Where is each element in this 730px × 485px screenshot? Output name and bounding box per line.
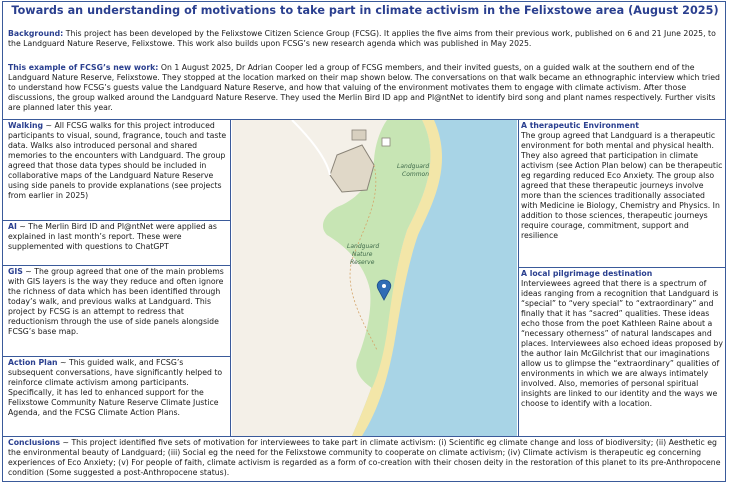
walking-section <box>8 121 228 219</box>
landguard-common-label: Landguard <box>397 163 430 170</box>
landguard-common-label: Common <box>402 171 430 178</box>
divider <box>3 220 230 221</box>
parking-marker <box>382 138 390 146</box>
action-plan-text: ~ This guided walk, and FCSG’s subsequent conversations, have significantly helped to reinforce climate activism among participants. Specifically, it has led to enhanced support for the Felixstowe Community Nature Reserve Climate Justice Agenda, and the FCSG Climate Action Plans. <box>8 358 223 417</box>
nature-reserve-label: Reserve <box>350 259 375 266</box>
background-text: This project has been developed by the Felixstowe Citizen Science Group (FCSG). It applies the five aims from their previous work, published on 6 and 21 June 2025, to the Landguard Nature Reserve, Felixstowe. This work also builds upon FCSG’s new research agenda which was published in May 2025. <box>8 29 716 48</box>
gis-heading: GIS <box>8 267 23 276</box>
divider <box>3 265 230 266</box>
gis-section <box>8 267 228 355</box>
conclusions-heading: Conclusions <box>8 438 61 447</box>
nature-reserve-label: Landguard <box>347 243 380 250</box>
divider <box>3 356 230 357</box>
gis-text: ~ The group agreed that one of the main problems with GIS layers is the way they reduce and often ignore the richness of data which has been identified through today’s walk, and previous walks at Landguard. This project by FCSG is an attempt to redress that reductionism through the use of side panels alongside FCSG’s base map. <box>8 267 224 336</box>
conclusions-section <box>8 438 722 482</box>
museum-building <box>352 130 366 140</box>
pilgrimage-heading: A local pilgrimage destination <box>521 269 653 278</box>
action-plan-heading: Action Plan <box>8 358 58 367</box>
therapeutic-heading: A therapeutic Environment <box>521 121 639 130</box>
conclusions-text: ~ This project identified five sets of motivation for interviewees to take part in climate activism: (i) Scientific eg climate change and loss of biodiversity; (ii) Aesthetic eg the environmental beauty of Landguard; (iii) Social eg the need for the Felixstowe community to cooperate on climate activism; (iv) Climate activism is therapeutic eg concerning experiences of Eco Anxiety; (v) For people of faith, climate activism is regarded as a form of co-creation with their chosen deity in the restoration of this planet to its pre-Anthropocene condition (Some suggested a post-Anthropocene status). <box>8 438 721 477</box>
map-svg <box>232 120 517 436</box>
ai-section <box>8 222 228 264</box>
divider <box>3 436 725 437</box>
therapeutic-text: The group agreed that Landguard is a therapeutic environment for both mental and physical health. They also agreed that participation in climate activism (see Action Plan below) can be therapeutic eg regarding reduced Eco Anxiety. The group also agreed that these therapeutic journeys involve more than the sciences traditionally associated with Medicine ie Biology, Chemistry and Physics. In addition to those sciences, therapeutic journeys require courage, commitment, support and resilience <box>521 131 723 240</box>
divider <box>230 119 231 436</box>
pilgrimage-text: Interviewees agreed that there is a spectrum of ideas ranging from a recognition that Landguard is “special” to “very special” to “extraordinary” and finally that it has “sacred” qualities. These ideas echo those from the poet Kathleen Raine about a “necessary otherness” of natural landscapes and places. Interviewees also echoed ideas proposed by the author Iain McGilchrist that our imaginations allow us to glimpse the “extraordinary” qualities of environments in which we are always intimately involved. Also, memories of personal spiritual insights are linked to our identity and the ways we choose to identify with a location. <box>521 279 723 408</box>
walking-heading: Walking <box>8 121 44 130</box>
example-heading: This example of FCSG’s new work: <box>8 63 159 72</box>
background-heading: Background: <box>8 29 64 38</box>
landguard-map <box>232 120 517 436</box>
example-text: On 1 August 2025, Dr Adrian Cooper led a group of FCSG members, and their invited guests, on a guided walk at the southern end of the Landguard Nature Reserve, Felixstowe. They stopped at the location marked on their map shown below. The conversations on that walk became an ethnographic interview which tried to understand how FCSG’s guests value the Landguard Nature Reserve, and how that valuing of the environment motivates them to engage with climate activism. After those discussions, the group walked around the Landguard Nature Reserve. They used the Merlin Bird ID app and Pl@ntNet to identify bird song and plant names respectively. Further visits are planned later this year. <box>8 63 720 112</box>
divider <box>518 119 519 436</box>
background-section <box>8 29 722 63</box>
divider <box>518 267 725 268</box>
ai-heading: AI <box>8 222 17 231</box>
ai-text: ~ The Merlin Bird ID and Pl@ntNet were applied as explained in last month’s report. These were supplemented with questions to ChatGPT <box>8 222 217 251</box>
pilgrimage-section <box>521 269 723 436</box>
walking-text: ~ All FCSG walks for this project introduced participants to visual, sound, fragrance, touch and taste data. Walks also introduced personal and shared memories to the encounters with Landguard. The group agreed that those data types should be included in collaborative maps of the Landguard Nature Reserve using side panels to provide explanations (see projects from earlier in 2025) <box>8 121 227 200</box>
nature-reserve-label: Nature <box>352 251 373 258</box>
therapeutic-section <box>521 121 723 267</box>
action-plan-section <box>8 358 228 436</box>
page-title: Towards an understanding of motivations to take part in climate activism in the Felixstowe area (August 2025) <box>11 4 719 17</box>
example-section <box>8 63 722 119</box>
poster <box>2 1 726 482</box>
